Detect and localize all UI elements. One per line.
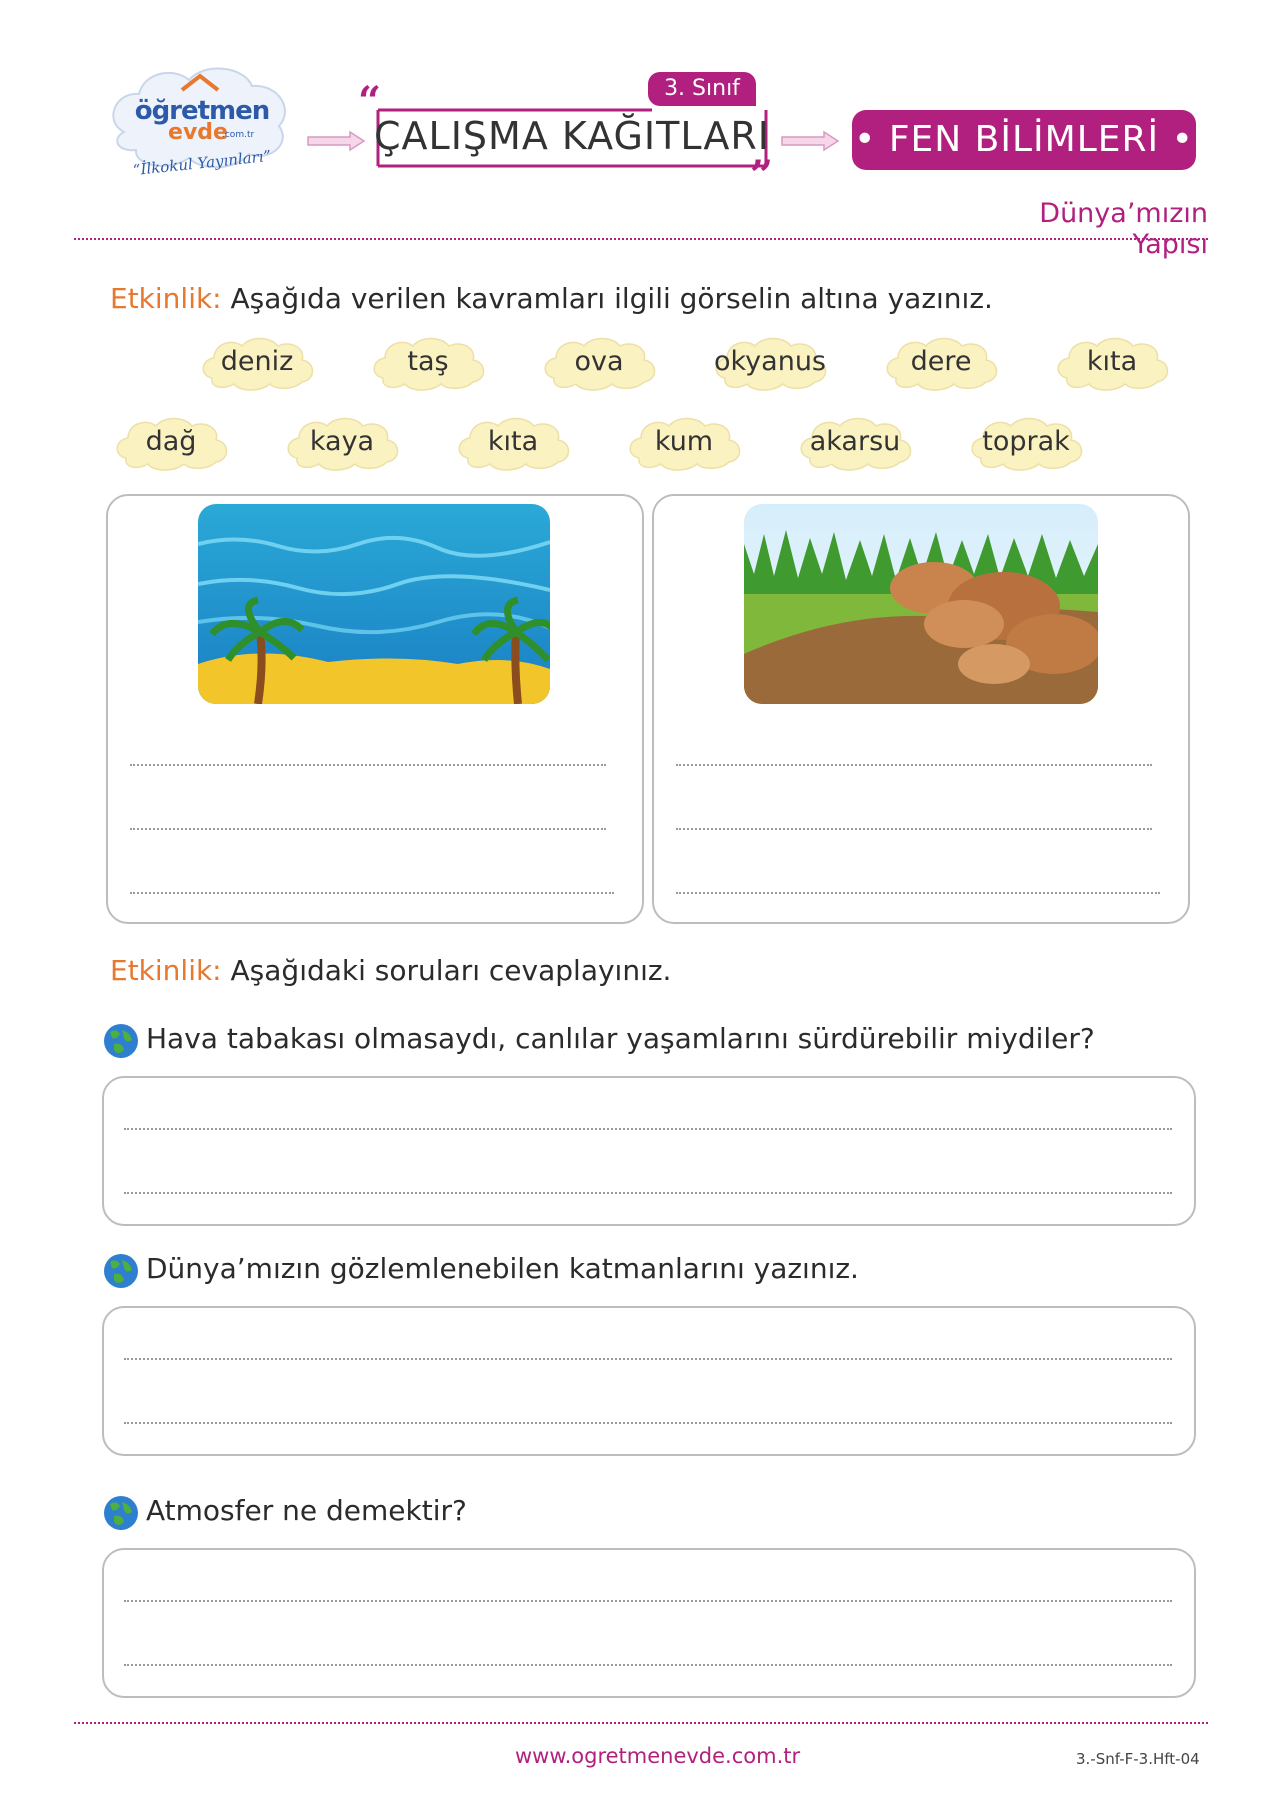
word-label: kıta	[1086, 346, 1138, 377]
word-label: taş	[407, 346, 449, 377]
open-quote-icon: “	[358, 78, 382, 125]
logo-domain: .com.tr	[222, 130, 255, 140]
answer-line[interactable]	[124, 1358, 1172, 1360]
activity-1-heading	[110, 282, 993, 315]
question-1: Hava tabakası olmasaydı, canlılar yaşamlarını sürdürebilir miydiler?	[146, 1022, 1095, 1055]
word-cloud[interactable]	[796, 414, 914, 472]
logo-tagline: “İlkokul Yayınları”	[132, 146, 272, 180]
word-cloud[interactable]	[283, 414, 401, 472]
answer-line[interactable]	[676, 764, 1152, 766]
answer-line[interactable]	[130, 764, 606, 766]
sea-image	[198, 504, 550, 704]
logo	[104, 62, 294, 180]
word-label: akarsu	[809, 426, 901, 457]
answer-line[interactable]	[130, 892, 614, 894]
arrow-right-icon	[306, 130, 366, 152]
word-label: kum	[654, 426, 714, 457]
word-cloud[interactable]	[112, 414, 230, 472]
word-label: kaya	[309, 426, 375, 457]
logo-text: öğretmen	[134, 96, 270, 126]
word-cloud[interactable]	[967, 414, 1085, 472]
page-title: ÇALIŞMA KAĞITLARI	[374, 114, 770, 158]
word-cloud[interactable]	[454, 414, 572, 472]
word-cloud[interactable]	[711, 334, 829, 392]
answer-line[interactable]	[124, 1128, 1172, 1130]
answer-box-2[interactable]	[102, 1306, 1196, 1456]
globe-icon	[102, 1494, 140, 1532]
answer-line[interactable]	[124, 1664, 1172, 1666]
sea-image-panel	[106, 494, 644, 924]
activity-instruction: Aşağıdaki soruları cevaplayınız.	[230, 954, 672, 987]
word-cloud[interactable]	[369, 334, 487, 392]
answer-box-3[interactable]	[102, 1548, 1196, 1698]
word-cloud[interactable]	[882, 334, 1000, 392]
word-label: deniz	[220, 346, 294, 377]
word-label: toprak	[982, 426, 1070, 457]
answer-line[interactable]	[676, 892, 1160, 894]
word-label: dağ	[145, 426, 197, 457]
word-cloud[interactable]	[198, 334, 316, 392]
answer-line[interactable]	[130, 828, 606, 830]
answer-line[interactable]	[124, 1600, 1172, 1602]
footer-url[interactable]: www.ogretmenevde.com.tr	[515, 1744, 801, 1768]
activity-label: Etkinlik:	[110, 954, 222, 987]
header-divider	[74, 238, 1208, 240]
activity-instruction: Aşağıda verilen kavramları ilgili görselin altına yazınız.	[230, 282, 993, 315]
footer-divider	[74, 1722, 1208, 1724]
word-cloud[interactable]	[540, 334, 658, 392]
globe-icon	[102, 1022, 140, 1060]
arrow-right-icon	[780, 130, 840, 152]
word-label: kıta	[487, 426, 539, 457]
answer-box-1[interactable]	[102, 1076, 1196, 1226]
subject-badge: • FEN BİLİMLERİ •	[852, 110, 1196, 170]
word-cloud[interactable]	[625, 414, 743, 472]
answer-line[interactable]	[124, 1422, 1172, 1424]
globe-icon	[102, 1252, 140, 1290]
activity-2-heading	[110, 954, 671, 987]
close-quote-icon: ”	[750, 152, 774, 199]
word-label: ova	[574, 346, 624, 377]
activity-label: Etkinlik:	[110, 282, 222, 315]
footer-code: 3.-Snf-F-3.Hft-04	[1076, 1750, 1200, 1768]
rocks-image	[744, 504, 1098, 704]
word-label: dere	[910, 346, 972, 377]
word-label: okyanus	[713, 346, 826, 377]
answer-line[interactable]	[124, 1192, 1172, 1194]
topic-title: Dünya’mızın Yapısı	[1039, 198, 1208, 260]
grade-badge: 3. Sınıf	[648, 72, 756, 106]
answer-line[interactable]	[676, 828, 1152, 830]
logo-subtext: evde	[168, 120, 228, 145]
rocks-image-panel	[652, 494, 1190, 924]
word-cloud[interactable]	[1053, 334, 1171, 392]
question-3: Atmosfer ne demektir?	[146, 1494, 467, 1527]
question-2: Dünya’mızın gözlemlenebilen katmanlarını yazınız.	[146, 1252, 859, 1285]
